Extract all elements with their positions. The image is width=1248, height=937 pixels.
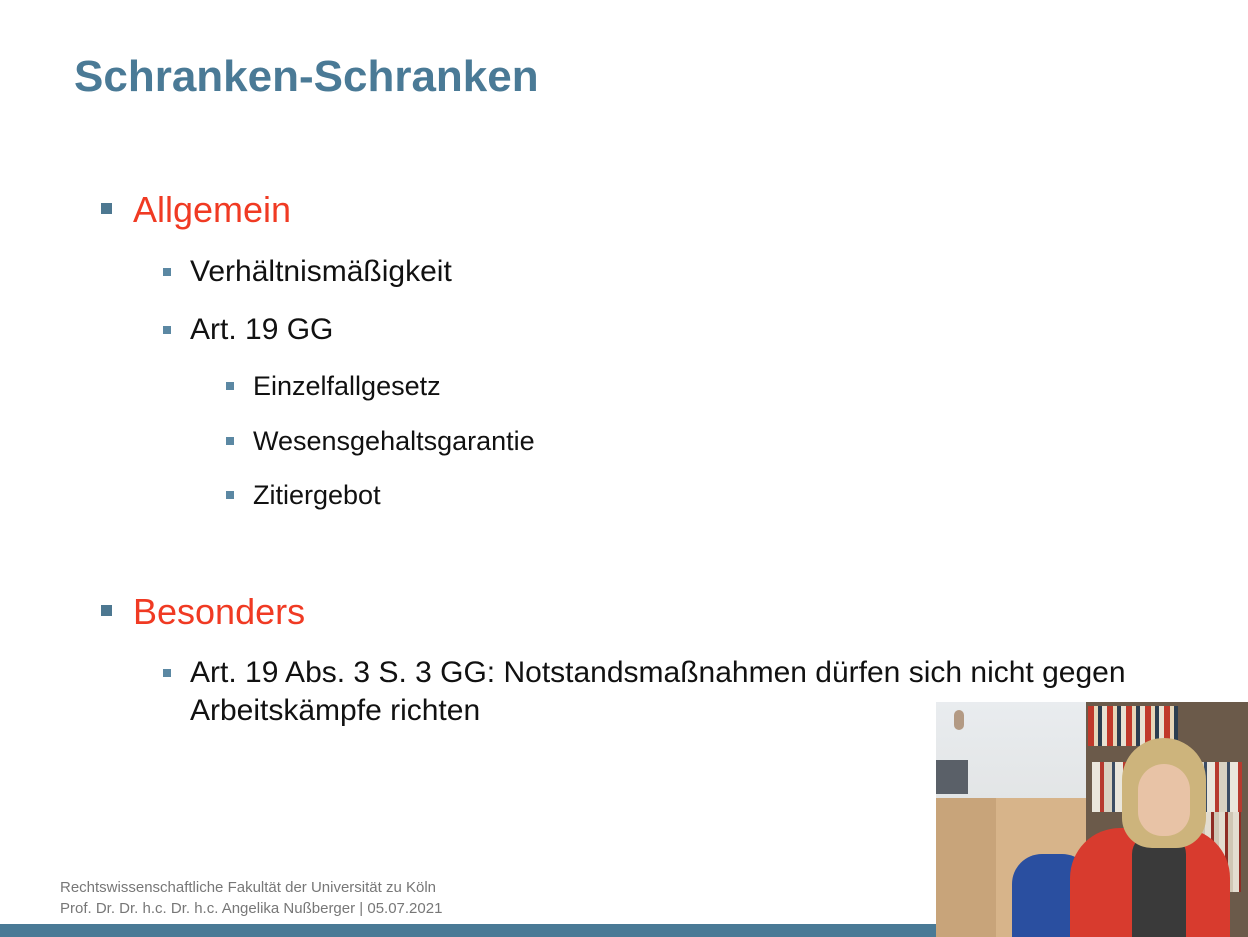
presenter-video[interactable] [936,702,1248,937]
list-item [163,253,452,291]
sub-list-item [226,478,381,512]
section-heading-label: Besonders [133,591,306,632]
footer-author-date: Prof. Dr. Dr. h.c. Dr. h.c. Angelika Nußberger | 05.07.2021 [60,900,443,917]
sub-list-item-label: Zitiergebot [253,480,381,510]
square-bullet-icon [226,437,234,445]
list-item [163,311,333,349]
sub-list-item-label: Einzelfallgesetz [253,371,441,401]
list-item-label: Art. 19 GG [190,313,334,346]
list-item-label: Verhältnismäßigkeit [190,255,452,288]
video-door [936,798,996,937]
square-bullet-icon [163,326,171,334]
square-bullet-icon [226,382,234,390]
sub-list-item [226,369,441,403]
section-heading-besonders [101,592,305,632]
footer-institution: Rechtswissenschaftliche Fakultät der Universität zu Köln [60,879,436,896]
slide-footer [60,877,442,919]
square-bullet-icon [163,669,171,677]
slide-title: Schranken-Schranken [74,52,539,101]
square-bullet-icon [101,203,112,214]
square-bullet-icon [226,491,234,499]
square-bullet-icon [163,268,171,276]
presenter-face [1138,764,1190,836]
list-item-label: Art. 19 Abs. 3 S. 3 GG: Notstandsmaßnahmen dürfen sich nicht gegen Arbeitskämpfe richten [190,656,1126,727]
section-heading-label: Allgemein [133,189,292,230]
sub-list-item [226,424,535,458]
square-bullet-icon [101,605,112,616]
sub-list-item-label: Wesensgehaltsgarantie [253,426,535,456]
presenter-shirt [1132,834,1186,937]
section-heading-allgemein [101,190,291,230]
video-tray [936,760,968,794]
video-lamp [954,710,964,730]
